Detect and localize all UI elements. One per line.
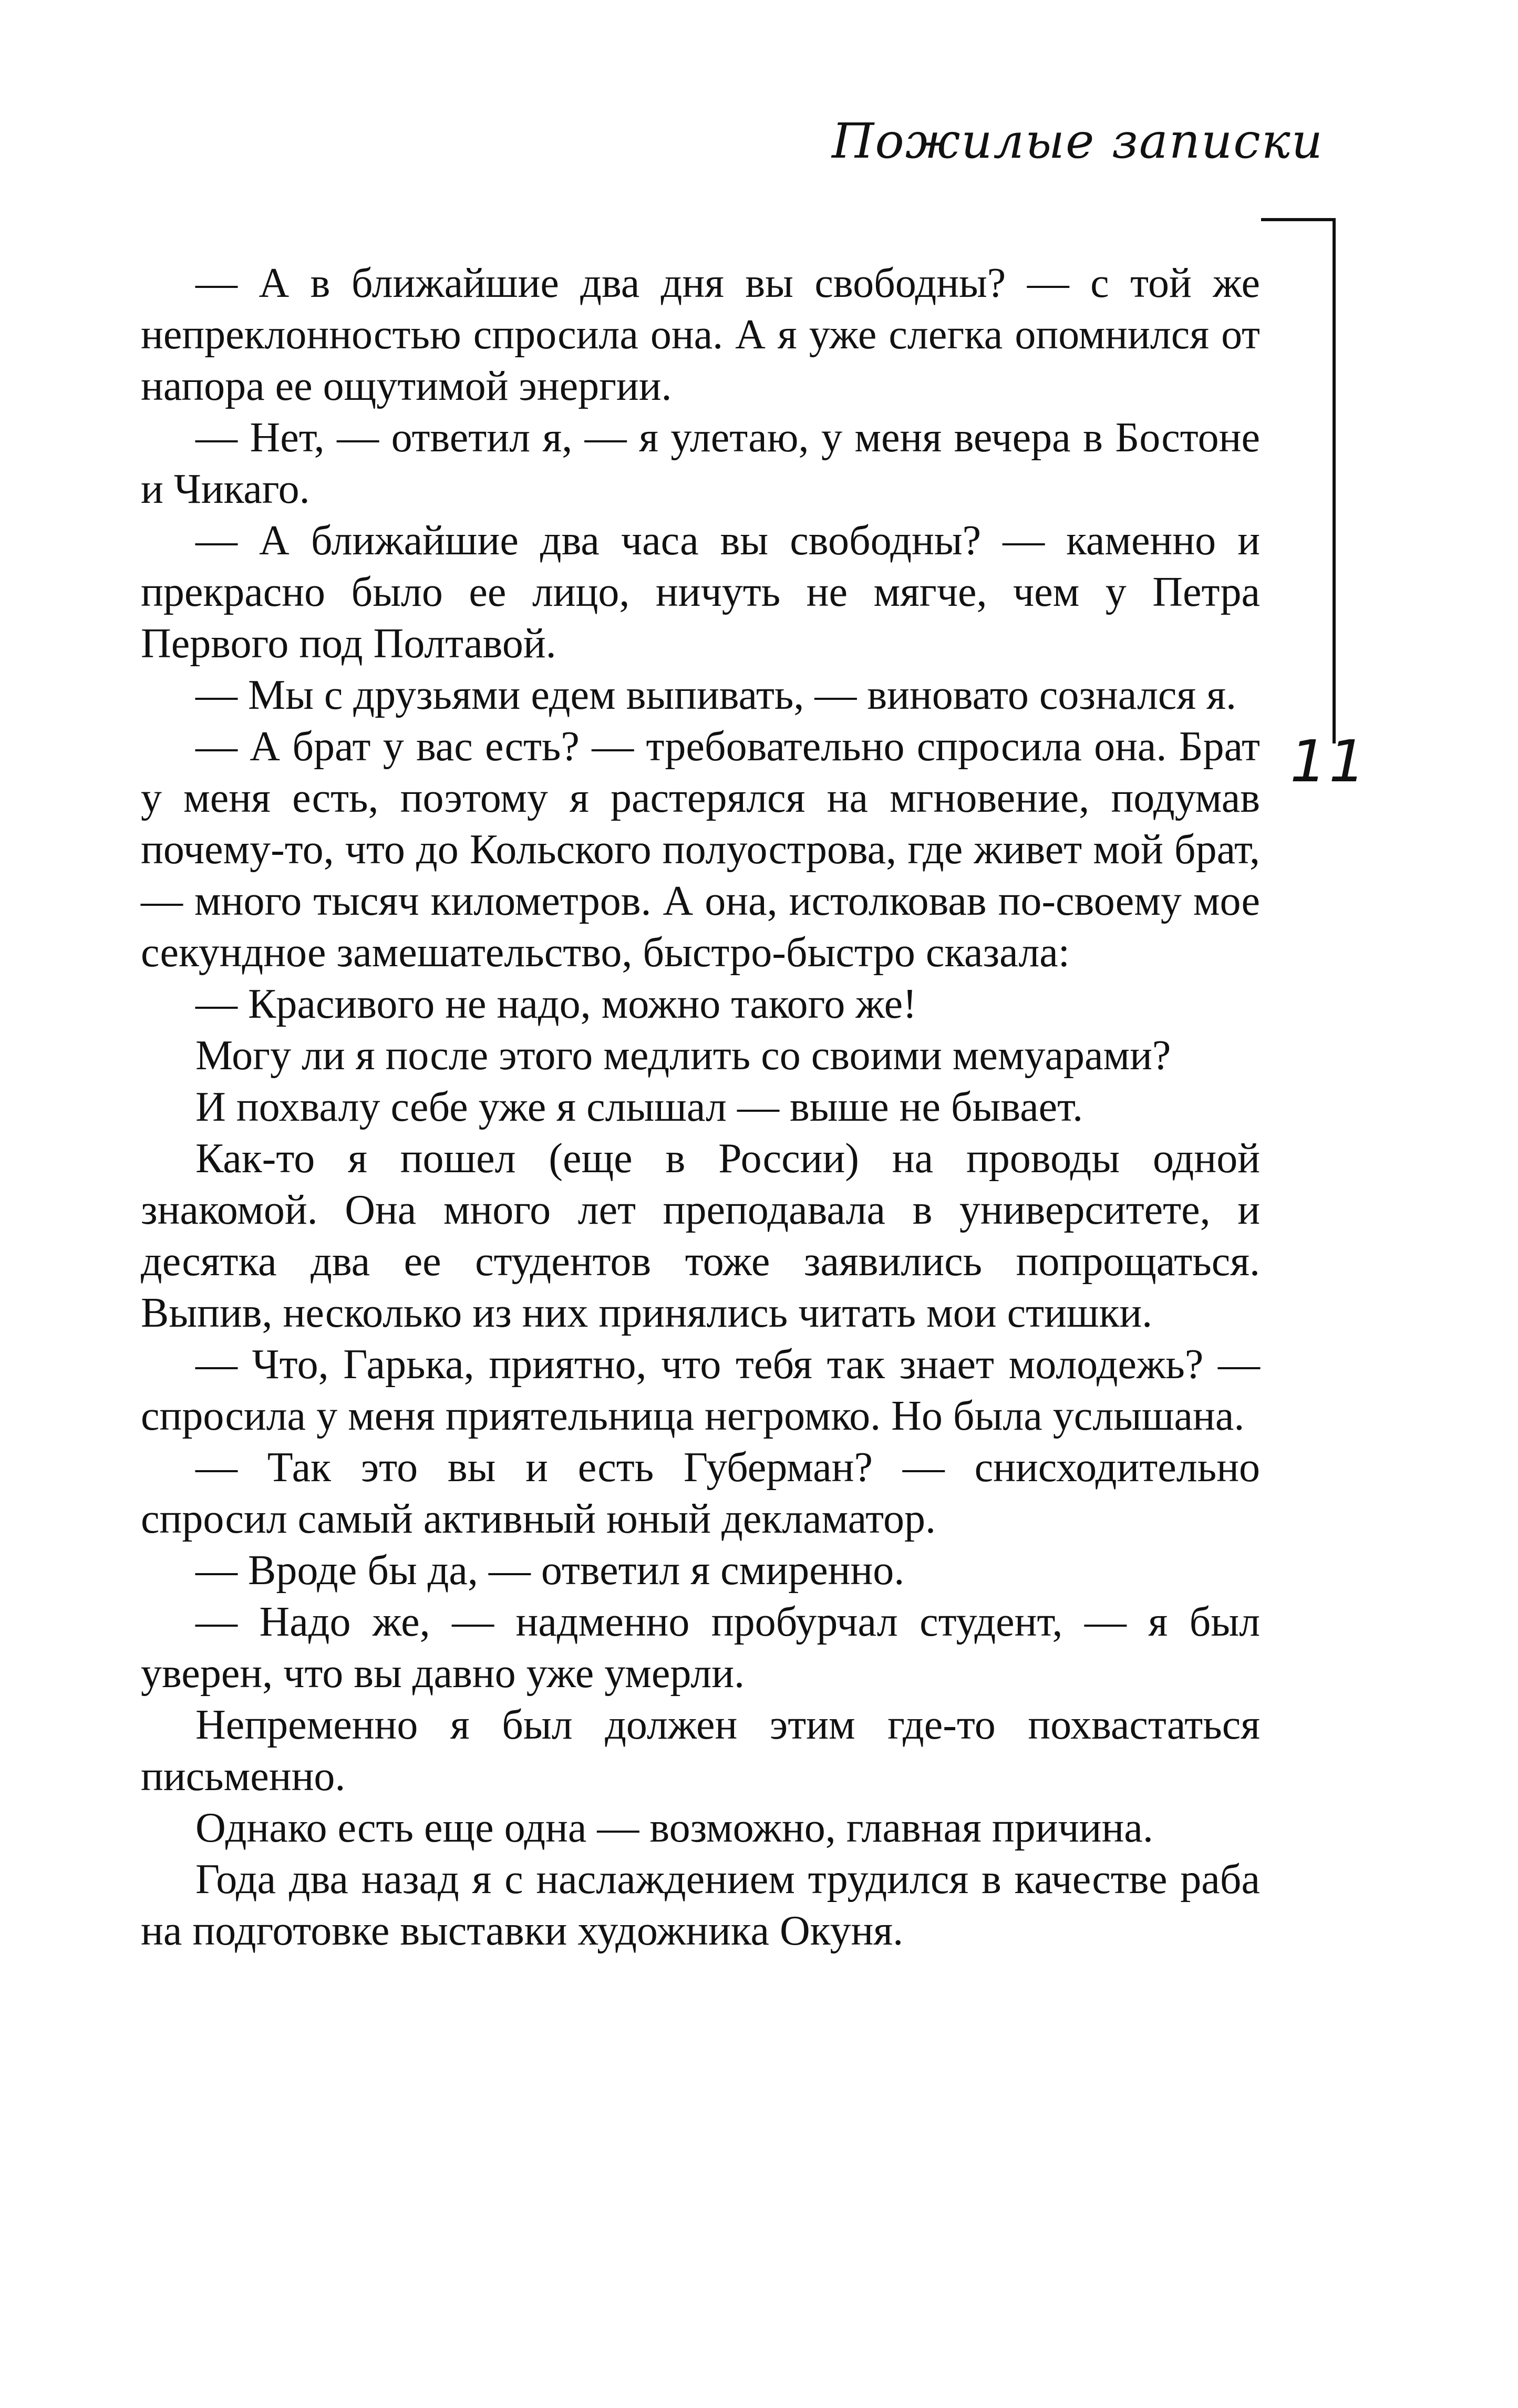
running-title: Пожилые записки — [832, 113, 1324, 169]
paragraph: — Надо же, — надменно пробурчал студент, — я был уверен, что вы давно уже умерли. — [141, 1599, 1260, 1697]
page-number: 11 — [1290, 728, 1368, 795]
paragraph: — Нет, — ответил я, — я улетаю, у меня вечера в Бостоне и Чикаго. — [141, 415, 1260, 512]
paragraph: Могу ли я после этого медлить со своими мемуарами? — [195, 1032, 1171, 1079]
paragraph: Года два назад я с наслаждением трудился в качестве раба на подготовке выставки художника Окуня. — [141, 1856, 1260, 1954]
paragraph: Как-то я пошел (еще в России) на проводы одной знакомой. Она много лет преподавала в университете, и десятка два ее студентов тоже заявились попрощаться. Выпив, несколько из них принялись читать мои стишки. — [141, 1135, 1260, 1336]
paragraph: — А брат у вас есть? — требовательно спросила она. Брат у меня есть, поэтому я растерялся на мгновение, подумав почему-то, что до Кольского полуострова, где живет мой брат, — много тысяч километров. А она, истолковав по-своему мое секундное замешательство, быстро-быстро сказала: — [141, 724, 1260, 976]
body-text — [141, 257, 1260, 1957]
paragraph: — Мы с друзьями едем выпивать, — виновато сознался я. — [195, 672, 1237, 718]
paragraph: — А ближайшие два часа вы свободны? — каменно и прекрасно было ее лицо, ничуть не мягче, чем у Петра Первого под Полтавой. — [141, 518, 1260, 667]
paragraph: — Красивого не надо, можно такого же! — [195, 981, 917, 1027]
margin-rule — [1333, 218, 1336, 743]
paragraph: Однако есть еще одна — возможно, главная причина. — [195, 1805, 1153, 1851]
paragraph: — Вроде бы да, — ответил я смиренно. — [195, 1547, 905, 1594]
paragraph: — Что, Гарька, приятно, что тебя так знает молодежь? — спросила у меня приятельница негромко. Но была услышана. — [141, 1341, 1260, 1439]
paragraph: — А в ближайшие два дня вы свободны? — с той же непреклонностью спросила она. А я уже слегка опомнился от напора ее ощутимой энергии. — [141, 260, 1260, 409]
paragraph: — Так это вы и есть Губерман? — снисходительно спросил самый активный юный декламатор. — [141, 1444, 1260, 1542]
margin-rule-top — [1261, 218, 1336, 221]
paragraph: Непременно я был должен этим где-то похвастаться письменно. — [141, 1702, 1260, 1800]
paragraph: И похвалу себе уже я слышал — выше не бывает. — [195, 1084, 1083, 1130]
